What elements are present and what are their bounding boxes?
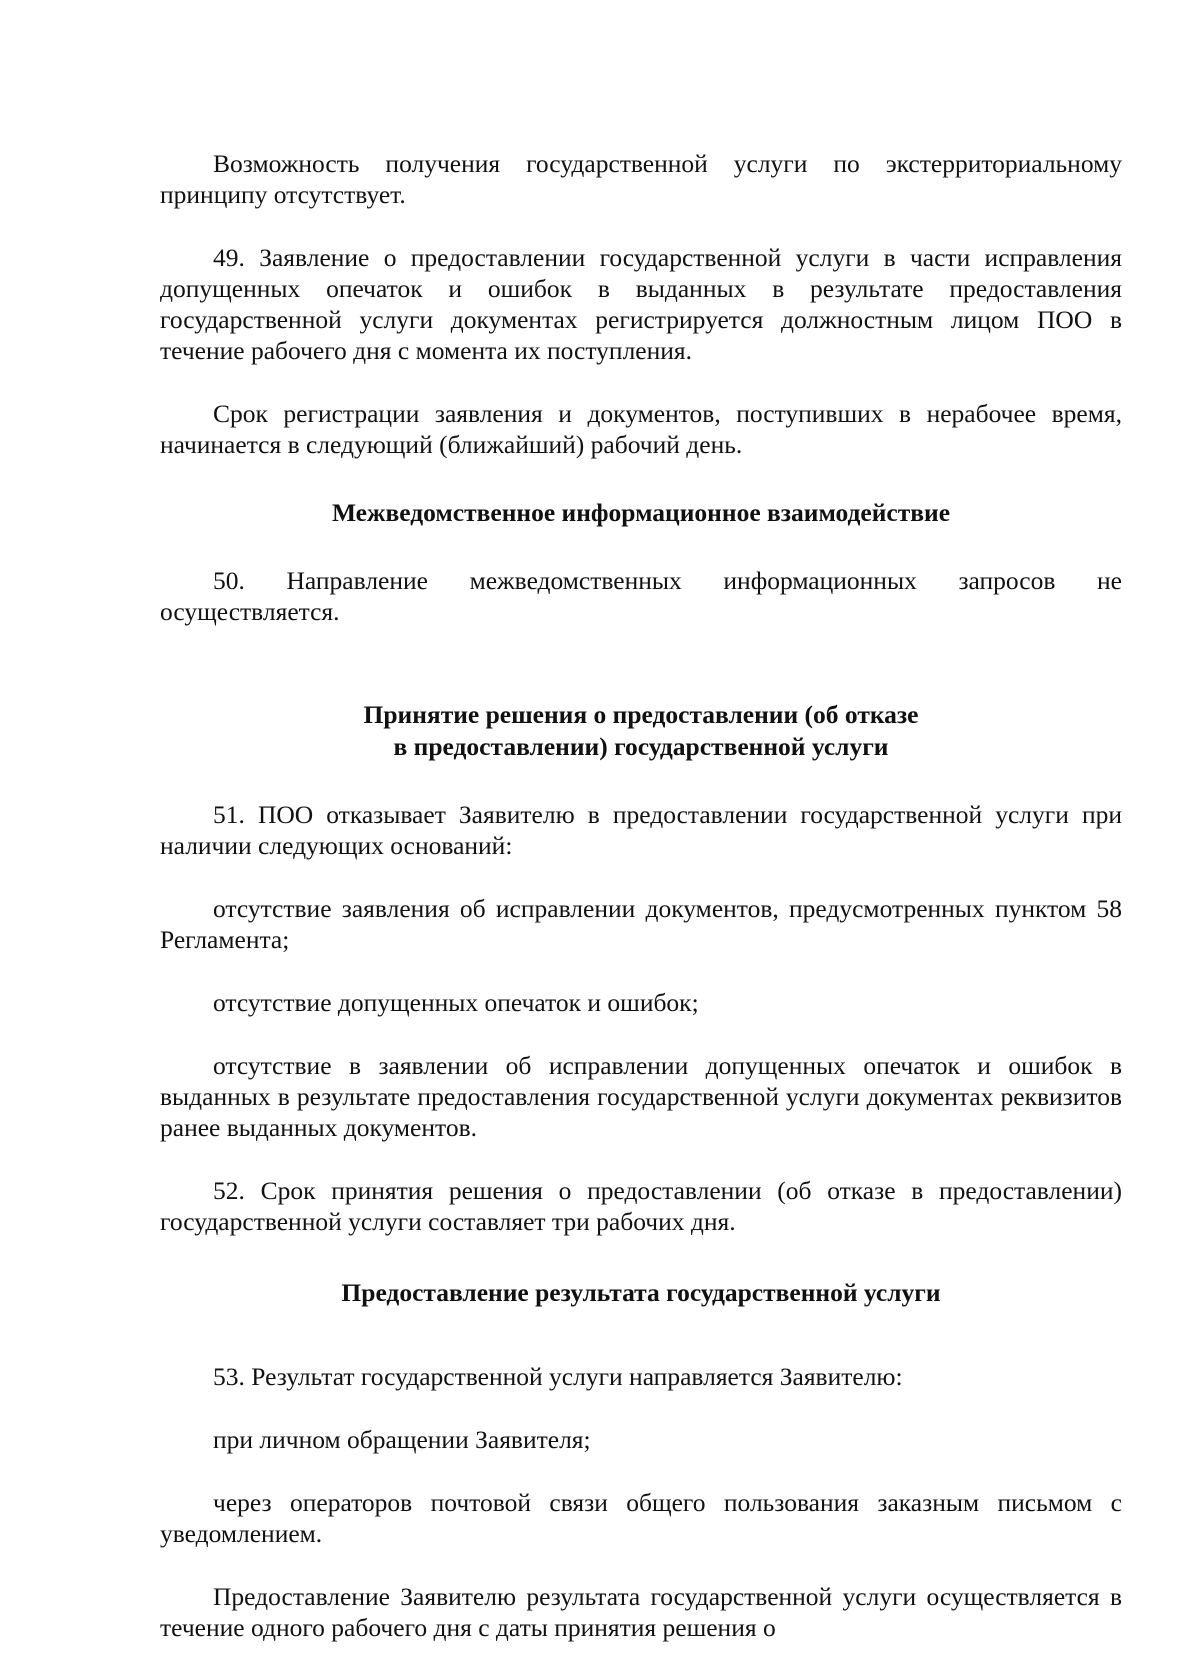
document-body — [160, 148, 1122, 1643]
heading-result-provision: Предоставление результата государственной услуги — [341, 1278, 941, 1307]
heading-interagency-interaction: Межведомственное информационное взаимодействие — [331, 498, 951, 527]
paragraph-50: 50. Направление межведомственных информационных запросов не осуществляется. — [160, 566, 1122, 626]
paragraph-49: 49. Заявление о предоставлении государственной услуги в части исправления допущенных опечаток и ошибок в выданных в результате предоставления государственной услуги документах регистрируется должностным лицом ПОО в течение рабочего дня с момента их поступления. — [160, 243, 1122, 365]
paragraph-53-method-2: через операторов почтовой связи общего пользования заказным письмом с уведомлением. — [160, 1488, 1122, 1548]
paragraph-53-final: Предоставление Заявителю результата государственной услуги осуществляется в течение одного рабочего дня с даты принятия решения о — [160, 1582, 1122, 1642]
paragraph-49-registration-term: Срок регистрации заявления и документов, поступивших в нерабочее время, начинается в следующий (ближайший) рабочий день. — [160, 399, 1122, 459]
paragraph-51: 51. ПОО отказывает Заявителю в предоставлении государственной услуги при наличии следующих оснований: — [160, 800, 1122, 860]
paragraph-53-method-1: при личном обращении Заявителя; — [213, 1425, 591, 1454]
paragraph-51-ground-1: отсутствие заявления об исправлении документов, предусмотренных пунктом 58 Регламента; — [160, 894, 1122, 954]
paragraph-53: 53. Результат государственной услуги направляется Заявителю: — [213, 1362, 903, 1391]
paragraph-52: 52. Срок принятия решения о предоставлении (об отказе в предоставлении) государственной услуги составляет три рабочих дня. — [160, 1176, 1122, 1236]
paragraph-extraterritorial: Возможность получения государственной услуги по экстерриториальному принципу отсутствует. — [160, 149, 1122, 209]
paragraph-51-ground-3: отсутствие в заявлении об исправлении допущенных опечаток и ошибок в выданных в результате предоставления государственной услуги документах реквизитов ранее выданных документов. — [160, 1051, 1122, 1142]
paragraph-51-ground-2: отсутствие допущенных опечаток и ошибок; — [213, 988, 699, 1017]
heading-decision: Принятие решения о предоставлении (об отказе в предоставлении) государственной услуги — [363, 700, 919, 761]
